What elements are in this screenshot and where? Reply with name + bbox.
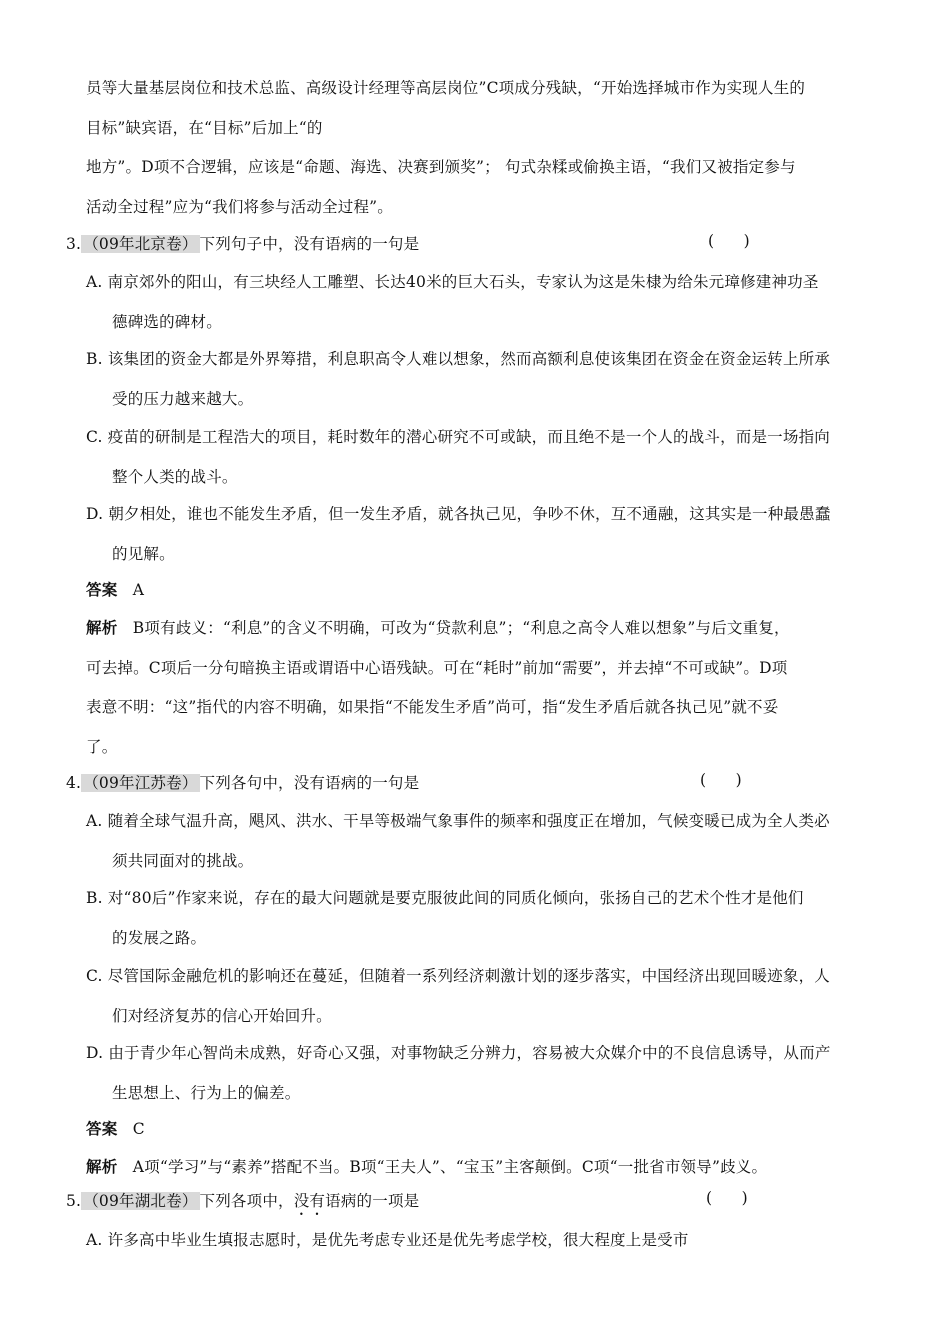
analysis-line-2: 可去掉。C项后一分句暗换主语或谓语中心语残缺。可在“耗时”前加“需要”，并去掉“不可或缺”。D项 [86,659,788,677]
question-number: 5. [66,1192,82,1210]
analysis-line-4: 了。 [86,738,118,756]
question-4-stem [66,771,419,793]
option-d-line-2: 的见解。 [112,545,175,563]
emphasized-text: 没有 [293,1192,326,1210]
option-a-line-1: A. 随着全球气温升高，飓风、洪水、干旱等极端气象事件的频率和强度正在增加，气候变暖已成为全人类必 [86,812,830,830]
analysis-label: 解析 [86,1158,118,1176]
answer-value: A [132,581,145,599]
answer-value: C [132,1120,145,1138]
source-tag: （09年北京卷） [83,235,198,253]
option-b-line-1: B. 对“80后”作家来说，存在的最大问题就是要克服彼此间的同质化倾向，张扬自己的艺术个性才是他们 [86,889,804,907]
option-d-line-1: D. 朝夕相处，谁也不能发生矛盾，但一发生矛盾，就各执己见，争吵不休，互不通融，这其实是一种最愚蠢 [86,505,831,523]
option-b-line-1: B. 该集团的资金大都是外界筹措，利息职高令人难以想象，然而高额利息使该集团在资金在资金运转上所承 [86,350,831,368]
question-text: 下列句子中，没有语病的一句是 [199,235,420,253]
analysis-line-3: 表意不明：“这”指代的内容不明确，如果指“不能发生矛盾”尚可，指“发生矛盾后就各执己见”就不妥 [86,698,779,716]
analysis-line-1: 解析 B项有歧义：“利息”的含义不明确，可改为“贷款利息”；“利息之高令人难以想象”与后文重复， [86,619,790,637]
option-d-line-1: D. 由于青少年心智尚未成熟，好奇心又强，对事物缺乏分辨力，容易被大众媒介中的不良信息诱导，从而产 [86,1044,831,1062]
option-d-line-2: 生思想上、行为上的偏差。 [112,1084,301,1102]
option-a-line-1: A. 南京郊外的阳山，有三块经人工雕塑、长达40米的巨大石头，专家认为这是朱棣为给朱元璋修建神功圣 [86,273,819,291]
question-number: 3. [66,235,82,253]
option-a-line-2: 德碑选的碑材。 [112,313,222,331]
prev-analysis-line-4: 活动全过程”应为“我们将参与活动全过程”。 [86,198,393,216]
answer-line [86,578,144,600]
option-c-line-2: 整个人类的战斗。 [112,468,238,486]
option-b-line-2: 的发展之路。 [112,929,207,947]
option-a-line-1: A. 许多高中毕业生填报志愿时，是优先考虑专业还是优先考虑学校，很大程度上是受市 [86,1231,689,1249]
question-number: 4. [66,774,82,792]
option-c-line-1: C. 尽管国际金融危机的影响还在蔓延，但随着一系列经济刺激计划的逐步落实，中国经济出现回暖迹象，人 [86,967,830,985]
answer-blank: ( ) [700,771,742,789]
question-3-stem [66,232,419,254]
source-tag: （09年江苏卷） [83,774,198,792]
analysis-line-1: 解析 A项“学习”与“素养”搭配不当。B项“王夫人”、“宝玉”主客颠倒。C项“一批省市领导”歧义。 [86,1158,768,1176]
prev-analysis-line-1: 员等大量基层岗位和技术总监、高级设计经理等高层岗位”C项成分残缺，“开始选择城市作为实现人生的 [86,79,806,97]
answer-label: 答案 [86,581,118,599]
option-a-line-2: 须共同面对的挑战。 [112,852,254,870]
analysis-label: 解析 [86,619,118,637]
question-5-stem: 5. （09年湖北卷） 下列各项中，没有语病的一项是 [66,1192,420,1210]
prev-analysis-line-3: 地方”。D项不合逻辑，应该是“命题、海选、决赛到颁奖”； 句式杂糅或偷换主语，“我们又被指定参与 [86,158,796,176]
option-b-line-2: 受的压力越来越大。 [112,390,254,408]
prev-analysis-line-2: 目标”缺宾语，在“目标”后加上“的 [86,119,323,137]
answer-blank: ( ) [706,1189,748,1207]
answer-line [86,1117,145,1139]
source-tag: （09年湖北卷） [83,1192,198,1210]
answer-label: 答案 [86,1120,118,1138]
option-c-line-2: 们对经济复苏的信心开始回升。 [112,1007,332,1025]
option-c-line-1: C. 疫苗的研制是工程浩大的项目，耗时数年的潜心研究不可或缺，而且绝不是一个人的战斗，而是一场指向 [86,428,830,446]
question-text: 下列各句中，没有语病的一句是 [199,774,420,792]
answer-blank: ( ) [708,232,750,250]
